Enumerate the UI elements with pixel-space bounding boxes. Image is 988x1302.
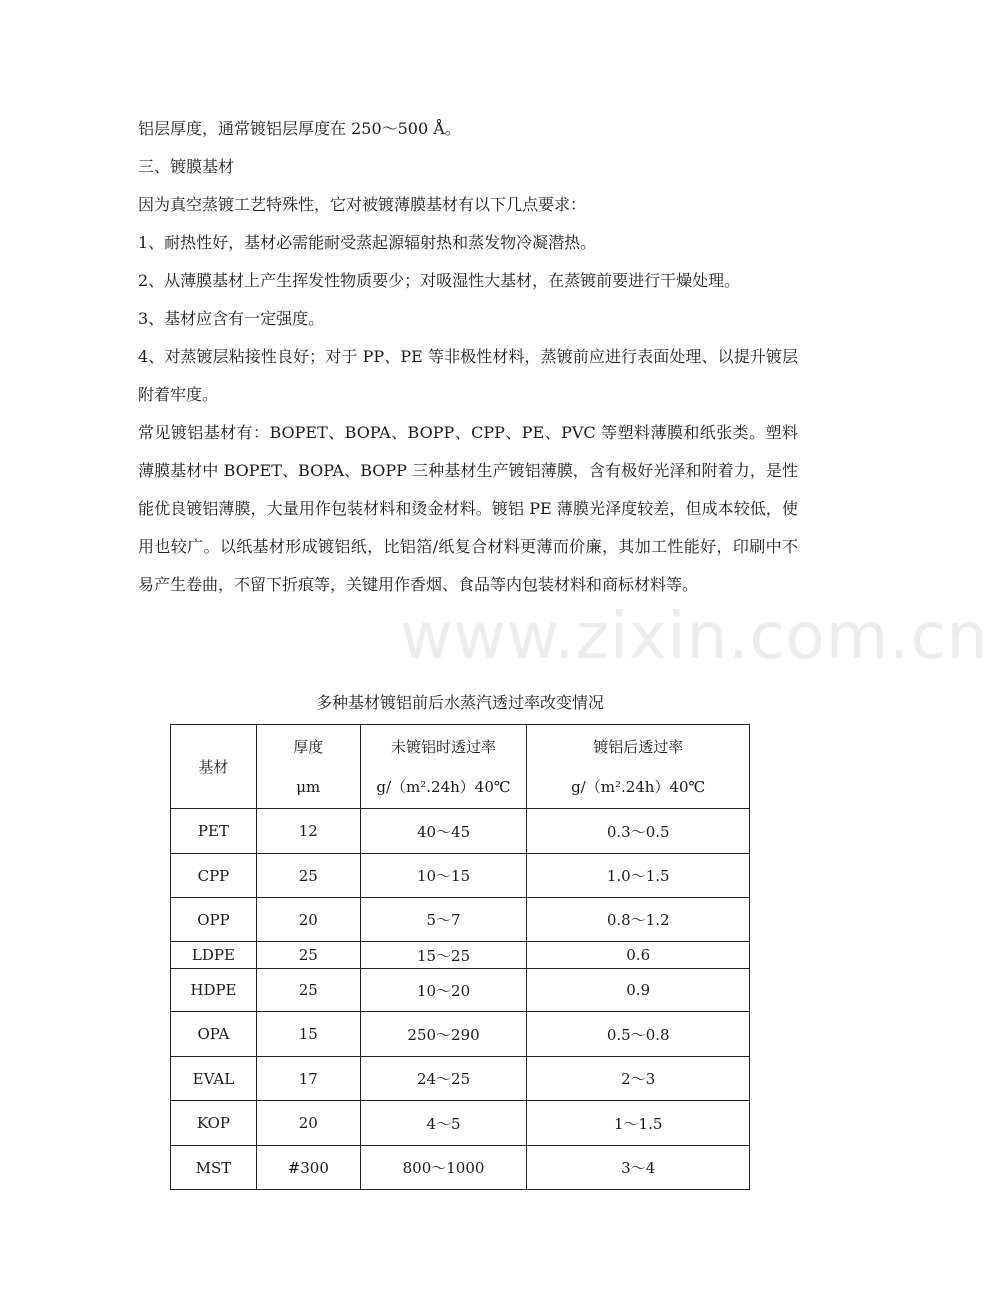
header-label: 厚度: [293, 737, 324, 756]
cell-after: 1.0～1.5: [527, 854, 750, 898]
header-unit: g/（m².24h）40℃: [571, 777, 706, 796]
cell-after: 2～3: [527, 1057, 750, 1101]
cell-material: OPP: [171, 898, 257, 942]
header-cell-material: [171, 725, 257, 809]
table-caption: 多种基材镀铝前后水蒸汽透过率改变情况: [315, 693, 604, 712]
cell-thickness: 12: [256, 809, 360, 854]
cell-material: EVAL: [171, 1057, 257, 1101]
section-heading: 三、镀膜基材: [138, 157, 235, 176]
table-row: [171, 942, 750, 969]
cell-after: 0.8～1.2: [527, 898, 750, 942]
cell-material: PET: [171, 809, 257, 854]
table-header-row: [171, 725, 750, 809]
permeability-table: [170, 724, 750, 1190]
cell-thickness: 25: [256, 969, 360, 1012]
cell-material: CPP: [171, 854, 257, 898]
paragraph: 因为真空蒸镀工艺特殊性，它对被镀薄膜基材有以下几点要求：: [138, 195, 587, 214]
header-label: 基材: [198, 757, 229, 776]
table-row: [171, 1146, 750, 1190]
cell-before: 10～20: [360, 969, 527, 1012]
cell-before: 800～1000: [360, 1146, 527, 1190]
cell-thickness: 17: [256, 1057, 360, 1101]
header-unit: μm: [296, 777, 321, 796]
cell-after: 0.6: [527, 942, 750, 969]
list-item: 3、基材应含有一定强度。: [138, 309, 325, 328]
table-row: [171, 809, 750, 854]
table-row: [171, 1057, 750, 1101]
cell-material: MST: [171, 1146, 257, 1190]
list-item: 1、耐热性好，基材必需能耐受蒸起源辐射热和蒸发物冷凝潜热。: [138, 233, 597, 252]
cell-thickness: 15: [256, 1012, 360, 1057]
table-row: [171, 969, 750, 1012]
cell-before: 15～25: [360, 942, 527, 969]
paragraph: 常见镀铝基材有：BOPET、BOPA、BOPP、CPP、PE、PVC 等塑料薄膜和纸张类。塑料薄膜基材中 BOPET、BOPA、BOPP 三种基材生产镀铝薄膜，含有极好光泽和附着力，是性能优良镀铝薄膜，大量用作包装材料和烫金材料。镀铝 PE 薄膜光泽度较差，但成本较低，使用也较广。以纸基材形成镀铝纸，比铝箔/纸复合材料更薄而价廉，其加工性能好，印刷中不易产生卷曲，不留下折痕等，关键用作香烟、食品等内包装材料和商标材料等。: [138, 423, 798, 594]
cell-before: 10～15: [360, 854, 527, 898]
header-cell-before: [360, 725, 527, 809]
cell-before: 40～45: [360, 809, 527, 854]
cell-thickness: 20: [256, 898, 360, 942]
cell-after: 0.3～0.5: [527, 809, 750, 854]
cell-before: 250～290: [360, 1012, 527, 1057]
cell-before: 5～7: [360, 898, 527, 942]
header-cell-thickness: [256, 725, 360, 809]
watermark: www.zixin.com.cn: [400, 600, 988, 674]
cell-thickness: 25: [256, 942, 360, 969]
cell-after: 0.9: [527, 969, 750, 1012]
table-row: [171, 898, 750, 942]
list-item: 2、从薄膜基材上产生挥发性物质要少；对吸湿性大基材，在蒸镀前要进行干燥处理。: [138, 271, 741, 290]
cell-before: 24～25: [360, 1057, 527, 1101]
cell-after: 3～4: [527, 1146, 750, 1190]
cell-thickness: 25: [256, 854, 360, 898]
cell-after: 0.5～0.8: [527, 1012, 750, 1057]
header-label: 镀铝后透过率: [593, 737, 684, 756]
header-label: 未镀铝时透过率: [391, 737, 497, 756]
document-body: [138, 110, 798, 604]
cell-thickness: #300: [256, 1146, 360, 1190]
header-cell-after: [527, 725, 750, 809]
cell-material: OPA: [171, 1012, 257, 1057]
table-row: [171, 1012, 750, 1057]
cell-material: HDPE: [171, 969, 257, 1012]
cell-after: 1～1.5: [527, 1101, 750, 1146]
cell-material: LDPE: [171, 942, 257, 969]
paragraph: 铝层厚度，通常镀铝层厚度在 250～500 Å。: [138, 119, 461, 138]
cell-before: 4～5: [360, 1101, 527, 1146]
cell-thickness: 20: [256, 1101, 360, 1146]
table-row: [171, 1101, 750, 1146]
list-item: 4、对蒸镀层粘接性良好；对于 PP、PE 等非极性材料，蒸镀前应进行表面处理、以提升镀层附着牢度。: [138, 347, 798, 404]
header-unit: g/（m².24h）40℃: [376, 777, 511, 796]
table-row: [171, 854, 750, 898]
cell-material: KOP: [171, 1101, 257, 1146]
